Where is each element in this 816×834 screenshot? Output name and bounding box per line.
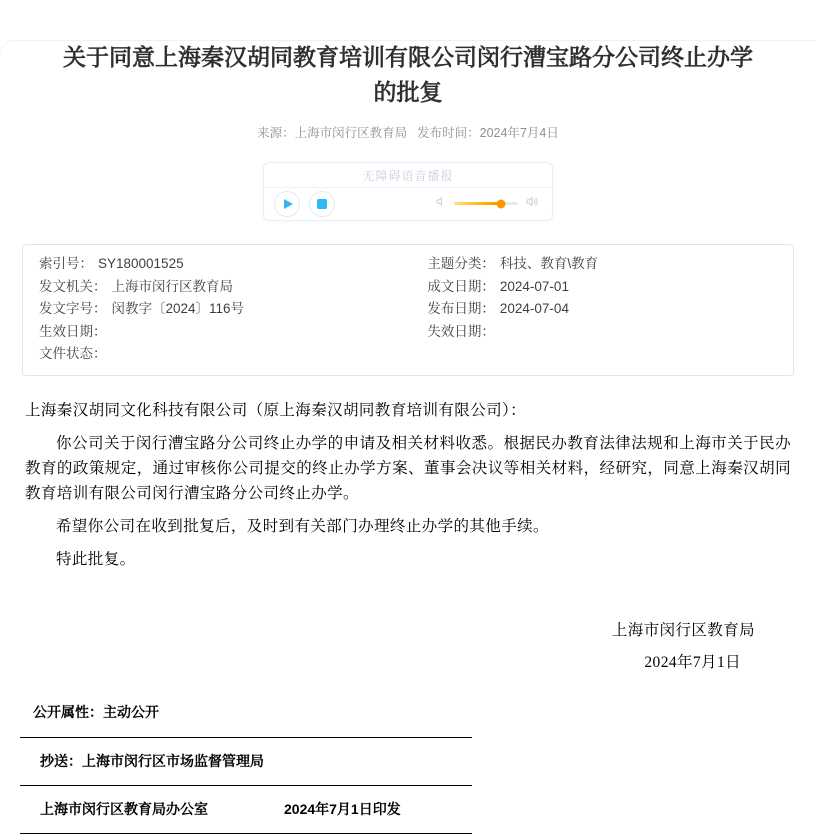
volume-min-icon [435,195,447,213]
sign-date: 2024年7月1日 [644,653,741,671]
salutation: 上海秦汉胡同文化科技有限公司（原上海秦汉胡同教育培训有限公司）： [25,401,527,419]
signer: 上海市闵行区教育局 [611,621,755,639]
meta-row-file-status: 文件状态： [39,346,107,361]
play-button[interactable] [274,191,300,217]
audio-player [263,162,553,221]
stop-button[interactable] [309,191,335,217]
body-paragraph: 特此批复。 [56,550,136,568]
metadata-left-column [23,253,423,366]
meta-row-index-no: 索引号： SY180001525 [39,256,184,271]
audio-player-title: 无障碍语音播报 [264,163,552,188]
metadata-right-column [423,253,793,366]
cc-row: 抄送：上海市闵行区市场监督管理局 [40,752,264,769]
meta-row-expiry-date: 失效日期： [427,323,495,339]
meta-row-topic-category: 主题分类： 科技、教育\教育 [427,256,599,271]
document-body [25,398,791,675]
source-line [0,123,816,141]
metadata-panel [22,244,794,376]
volume-max-icon [525,195,540,213]
volume-thumb[interactable] [497,199,506,208]
publish-label: 发布时间： [417,126,480,140]
publicity-attribute: 公开属性：主动公开 [33,703,159,720]
source-value: 上海市闵行区教育局 [294,126,408,140]
issuing-office-row [20,786,472,833]
page-title: 关于同意上海秦汉胡同教育培训有限公司闵行漕宝路分公司终止办学的批复 [63,44,753,105]
meta-row-written-date: 成文日期： 2024-07-01 [427,278,569,294]
meta-row-effective-date: 生效日期： [39,323,107,339]
print-date: 2024年7月1日印发 [284,800,401,817]
publish-date: 2024年7月4日 [479,126,559,140]
volume-slider[interactable] [454,202,518,205]
document-footer [20,702,472,834]
issuing-office: 上海市闵行区教育局办公室 [40,800,208,817]
meta-row-publish-date: 发布日期： 2024-07-04 [427,301,569,316]
meta-row-doc-number: 发文字号： 闵教字〔2024〕116号 [39,301,245,316]
meta-row-issuing-agency: 发文机关： 上海市闵行区教育局 [39,278,233,294]
volume-control [435,195,540,213]
stop-icon [317,199,327,209]
body-paragraph: 希望你公司在收到批复后，及时到有关部门办理终止办学的其他手续。 [56,517,549,535]
body-paragraph: 你公司关于闵行漕宝路分公司终止办学的申请及相关材料收悉。根据民办教育法律法规和上海市关于民办教育的政策规定，通过审核你公司提交的终止办学方案、董事会决议等相关材料，经研究，同意上海秦汉胡同教育培训有限公司闵行漕宝路分公司终止办学。 [25,434,791,502]
document-page [0,40,816,818]
play-icon [284,199,293,209]
audio-player-controls [264,188,552,220]
divider [20,833,472,834]
source-label: 来源： [257,126,295,140]
signature-block [25,618,791,675]
